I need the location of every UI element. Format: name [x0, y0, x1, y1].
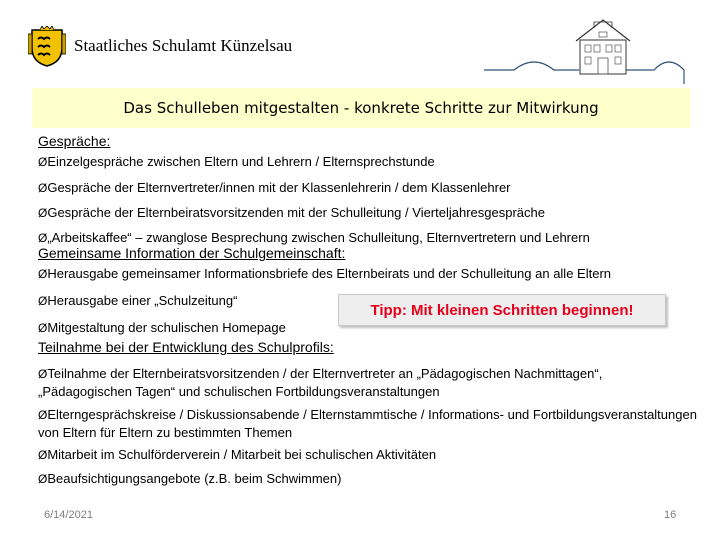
arrow-bullet-icon: Ø: [38, 408, 48, 422]
list-item: ØMitarbeit im Schulförderverein / Mitarbeit bei schulischen Aktivitäten: [38, 447, 437, 462]
list-item: ØElterngesprächskreise / Diskussionsabende / Elternstammtische / Informations- und Fortbildungsveranstaltungen von Eltern für Eltern zu bestimmten Themen: [38, 407, 697, 440]
section-heading-information: Gemeinsame Information der Schulgemeinschaft:: [38, 245, 346, 261]
list-item: ØHerausgabe einer „Schulzeitung“: [38, 293, 238, 308]
section-heading-gespraeche: Gespräche:: [38, 133, 111, 149]
footer-date: 6/14/2021: [44, 509, 93, 521]
arrow-bullet-icon: Ø: [38, 294, 48, 308]
arrow-bullet-icon: Ø: [38, 155, 48, 169]
list-item: Ø„Arbeitskaffee“ – zwanglose Besprechung zwischen Schulleitung, Elternvertretern und Lehrern: [38, 230, 590, 245]
list-item: ØEinzelgespräche zwischen Eltern und Lehrern / Elternsprechstunde: [38, 154, 435, 169]
arrow-bullet-icon: Ø: [38, 206, 48, 220]
arrow-bullet-icon: Ø: [38, 267, 48, 281]
header-title: Staatliches Schulamt Künzelsau: [74, 36, 293, 55]
tip-callout: [338, 294, 666, 326]
arrow-bullet-icon: Ø: [38, 321, 48, 335]
list-item: ØTeilnahme der Elternbeiratsvorsitzenden / der Elternvertreter an „Pädagogischen Nachmittagen“, „Pädagogischen Tagen“ und schulischen Fortbildungsveranstaltungen: [38, 366, 603, 399]
list-item: ØBeaufsichtigungsangebote (z.B. beim Schwimmen): [38, 471, 342, 486]
school-building-icon: [484, 14, 694, 84]
title-banner: [32, 88, 690, 128]
section-heading-schulprofil: Teilnahme bei der Entwicklung des Schulprofils:: [38, 339, 334, 355]
arrow-bullet-icon: Ø: [38, 231, 48, 245]
list-item: ØHerausgabe gemeinsamer Informationsbriefe des Elternbeirats und der Schulleitung an alle Eltern: [38, 266, 611, 281]
page-number: 16: [664, 509, 677, 521]
banner-title: Das Schulleben mitgestalten - konkrete Schritte zur Mitwirkung: [123, 99, 599, 117]
arrow-bullet-icon: Ø: [38, 448, 48, 462]
arrow-bullet-icon: Ø: [38, 472, 48, 486]
tip-text: Tipp: Mit kleinen Schritten beginnen!: [370, 301, 634, 319]
coat-of-arms-icon: [28, 26, 66, 68]
arrow-bullet-icon: Ø: [38, 367, 48, 381]
list-item: ØGespräche der Elternvertreter/innen mit der Klassenlehrerin / dem Klassenlehrer: [38, 180, 511, 195]
arrow-bullet-icon: Ø: [38, 181, 48, 195]
list-item: ØMitgestaltung der schulischen Homepage: [38, 320, 286, 335]
list-item: ØGespräche der Elternbeiratsvorsitzenden mit der Schulleitung / Vierteljahresgespräche: [38, 205, 545, 220]
